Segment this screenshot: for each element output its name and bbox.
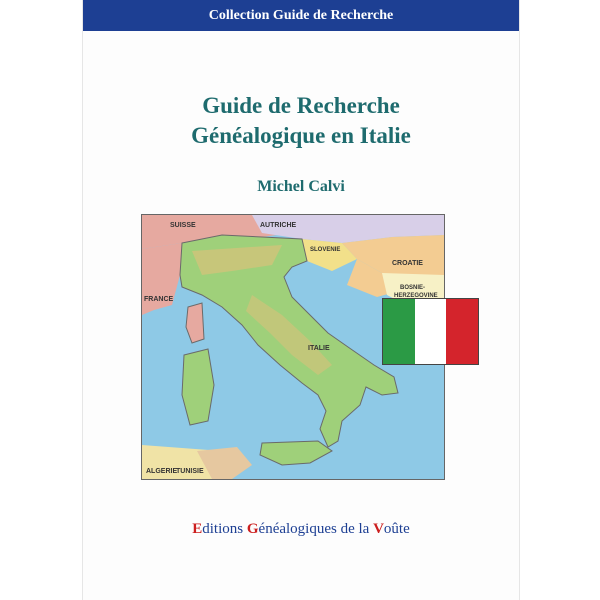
map-label-suisse: SUISSE (170, 222, 196, 229)
map-label-bosnie-1: BOSNIE- (400, 285, 426, 291)
book-cover (82, 0, 520, 600)
publisher-initial-g: G (246, 521, 259, 537)
map-label-autriche: AUTRICHE (260, 222, 297, 229)
map-label-croatie: CROATIE (392, 260, 423, 267)
sardinia-island (182, 349, 214, 425)
map-label-bosnie-2: HERZEGOVINE (394, 293, 438, 299)
flag-stripe-white (415, 299, 447, 364)
publisher-initial-v: V (373, 521, 384, 537)
italian-flag (382, 298, 479, 365)
publisher-part-1: ditions (202, 521, 247, 537)
publisher-part-2: énéalogiques de la (258, 521, 374, 537)
publisher-initial-e: E (192, 521, 203, 537)
publisher-part-3: oûte (383, 521, 410, 537)
book-title-line-2: Généalogique en Italie (191, 123, 411, 148)
map-label-slovenie: SLOVENIE (310, 247, 341, 253)
book-title-line-1: Guide de Recherche (202, 93, 400, 118)
book-author: Michel Calvi (257, 178, 345, 195)
map-label-algerie: ALGERIE (146, 468, 178, 475)
publisher-name (83, 521, 519, 538)
collection-name: Collection Guide de Recherche (208, 7, 394, 23)
flag-stripe-green (383, 299, 415, 364)
flag-stripe-red (446, 299, 478, 364)
map-label-tunisie: TUNISIE (176, 468, 204, 475)
collection-banner (83, 0, 519, 31)
map-label-france: FRANCE (144, 296, 174, 303)
map-label-italie: ITALIE (308, 345, 330, 352)
